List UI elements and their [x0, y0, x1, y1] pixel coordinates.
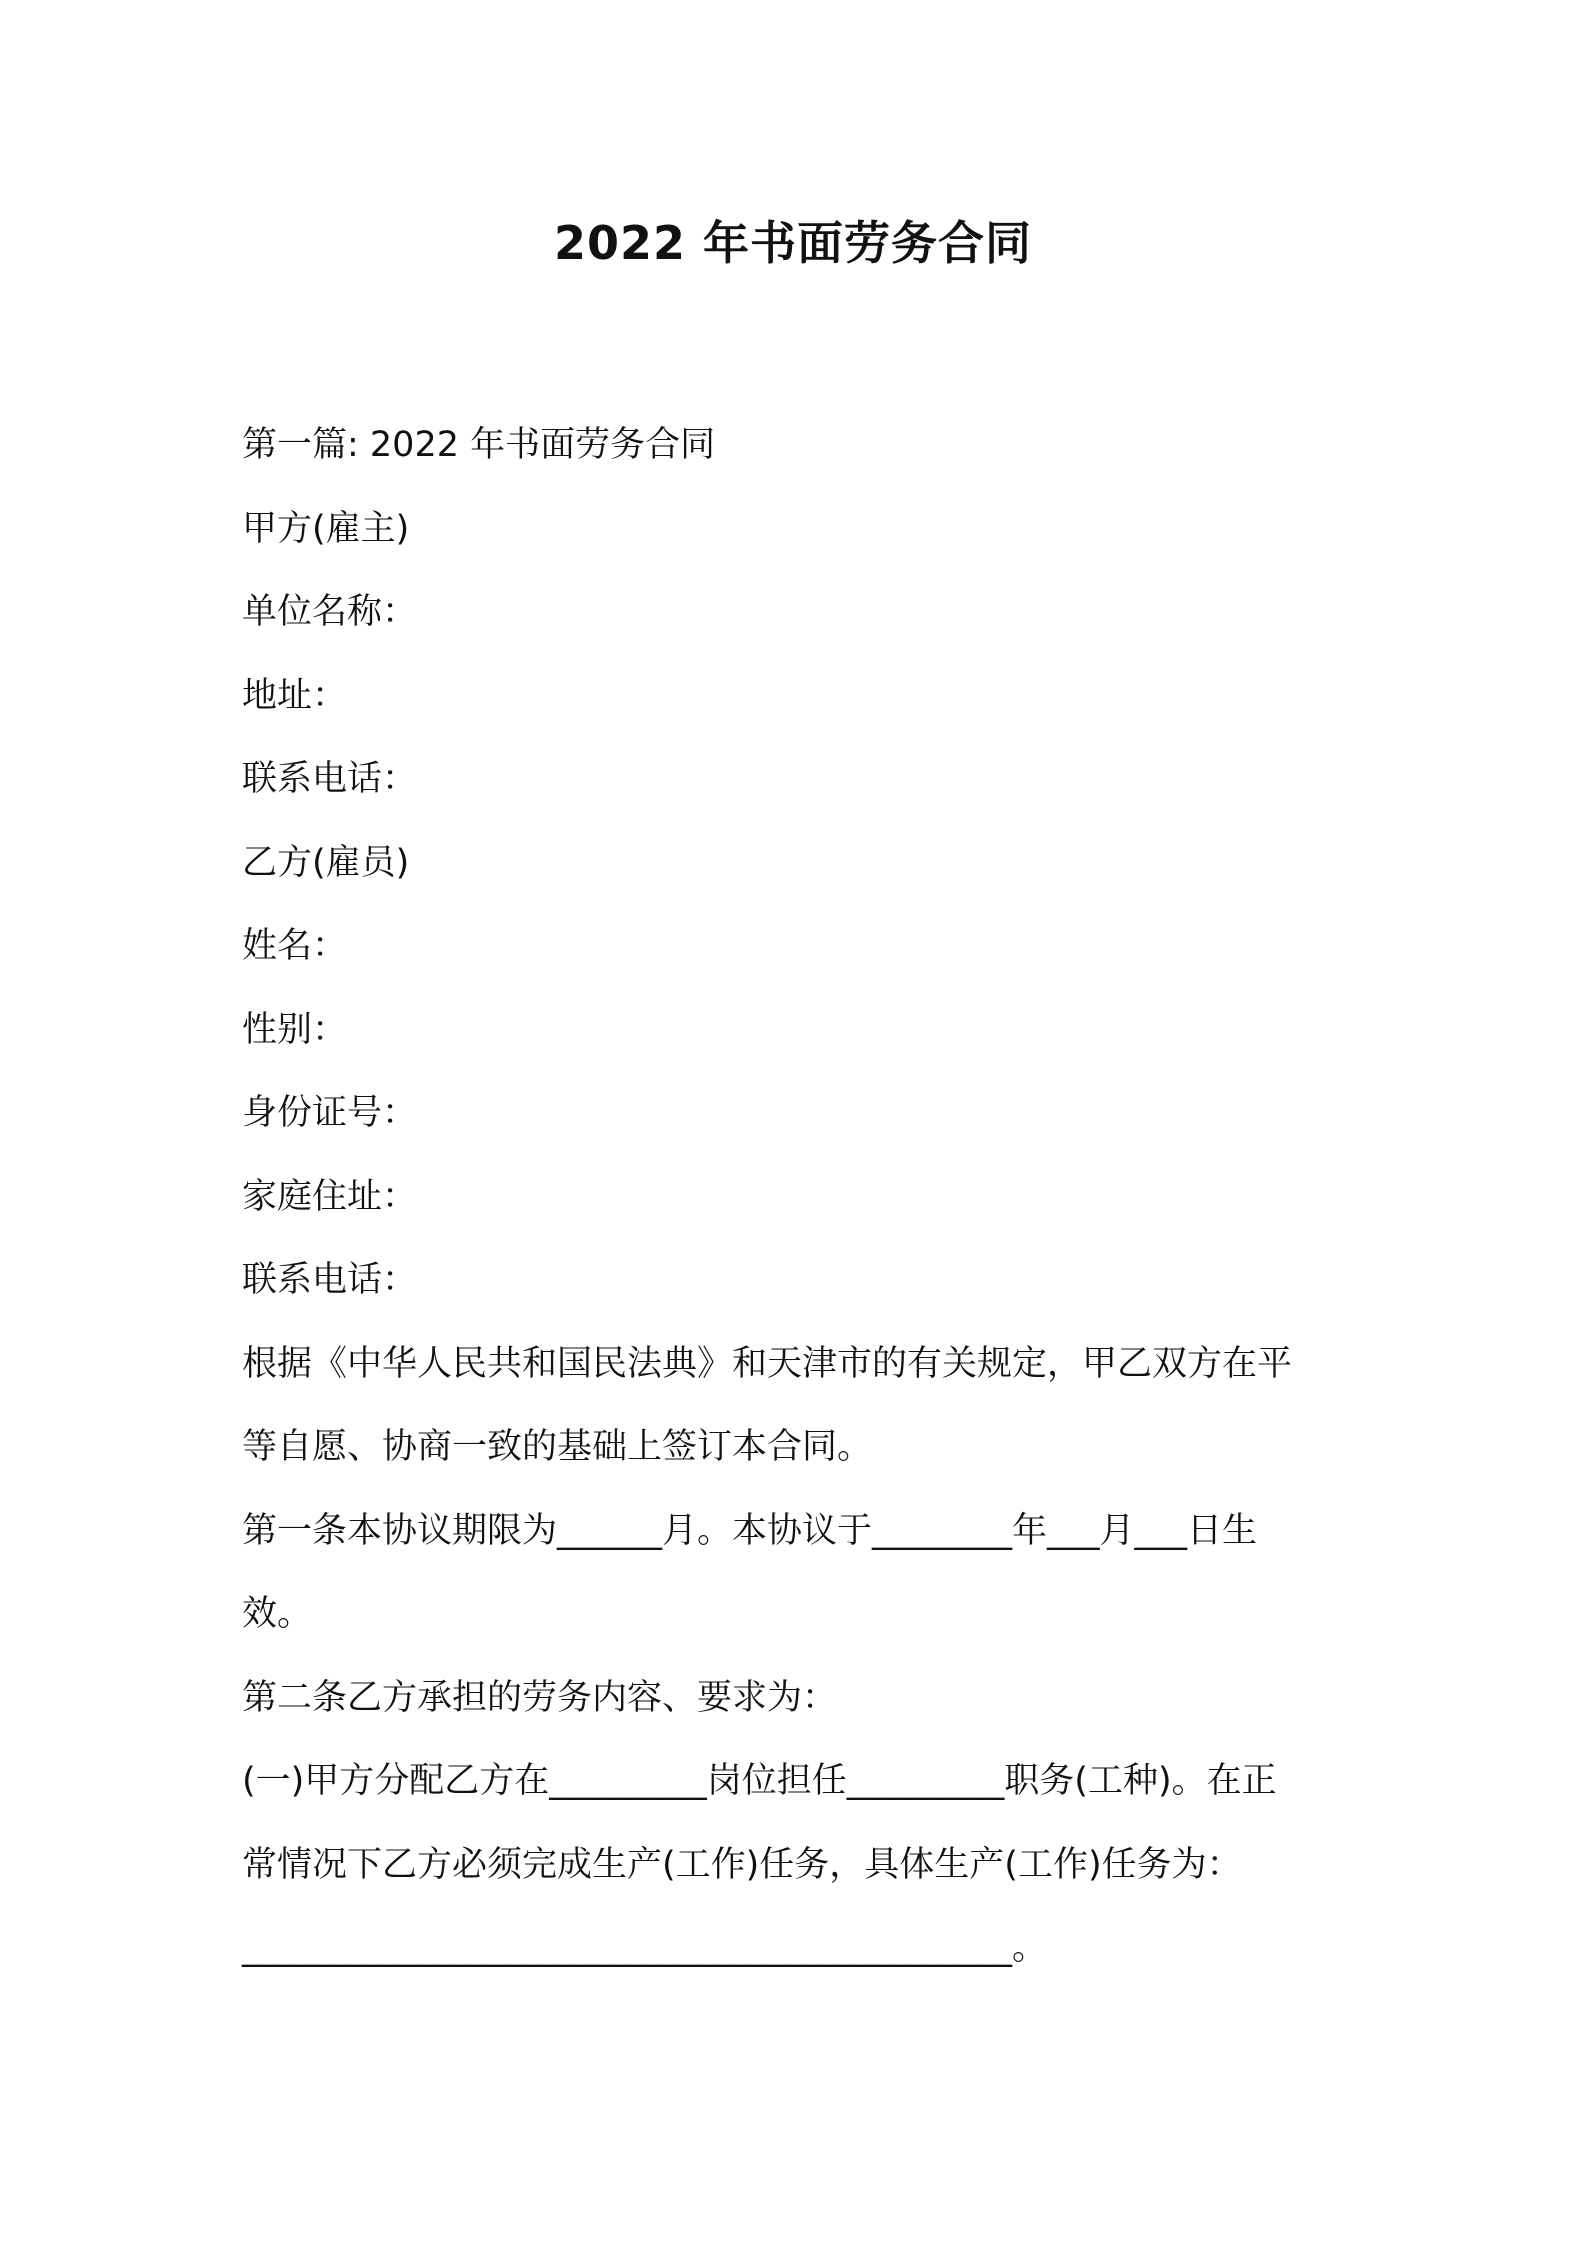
party-a-heading: 甲方(雇主): [242, 508, 410, 549]
party-b-home-address: 家庭住址：: [242, 1176, 418, 1217]
article-2-heading: 第二条乙方承担的劳务内容、要求为：: [242, 1677, 838, 1718]
party-a-phone: 联系电话：: [242, 759, 418, 799]
party-b-id-number: 身份证号：: [242, 1093, 418, 1133]
document-title: 2022 年书面劳务合同: [553, 216, 1033, 270]
party-b-heading: 乙方(雇员): [242, 842, 410, 883]
article-1-line-2: 效。: [242, 1594, 313, 1634]
article-1-line-1: 第一条本协议期限为______月。本协议于________年___月___日生: [242, 1510, 1258, 1551]
party-a-company-name: 单位名称：: [242, 592, 418, 632]
article-2-item-1-line-3: ____________________________________________。: [242, 1928, 1048, 1968]
article-2-item-1-line-1: (一)甲方分配乙方在_________岗位担任_________职务(工种)。在正: [242, 1761, 1277, 1801]
document-body: [242, 404, 1362, 1991]
section-heading: 第一篇: 2022 年书面劳务合同: [242, 425, 716, 465]
party-a-address: 地址：: [242, 675, 348, 716]
preamble-line-1: 根据《中华人民共和国民法典》和天津市的有关规定，甲乙双方在平: [242, 1343, 1293, 1384]
preamble-line-2: 等自愿、协商一致的基础上签订本合同。: [242, 1427, 873, 1467]
article-2-item-1-line-2: 常情况下乙方必须完成生产(工作)任务，具体生产(工作)任务为：: [242, 1844, 1242, 1885]
party-b-gender: 性别：: [242, 1009, 348, 1050]
party-b-name: 姓名：: [242, 926, 348, 966]
party-b-phone: 联系电话：: [242, 1260, 418, 1300]
